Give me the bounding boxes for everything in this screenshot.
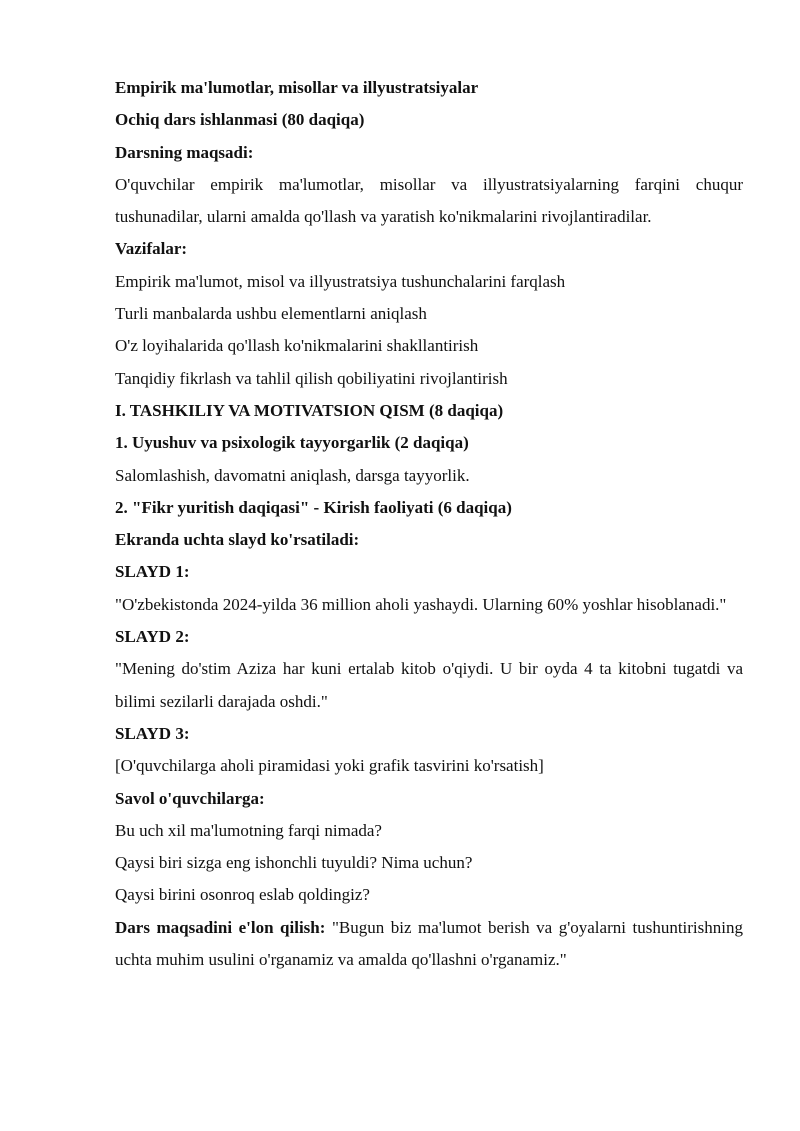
task-item: Turli manbalarda ushbu elementlarni aniqlash (115, 304, 427, 324)
document-subtitle: Ochiq dars ishlanmasi (80 daqiqa) (115, 110, 365, 130)
question-heading: Savol o'quvchilarga: (115, 788, 265, 808)
slide3-text: [O'quvchilarga aholi piramidasi yoki grafik tasvirini ko'rsatish] (115, 756, 544, 776)
slide2-heading: SLAYD 2: (115, 627, 190, 647)
slide2-text: "Mening do'stim Aziza har kuni ertalab kitob o'qiydi. U bir oyda 4 ta kitobni tugatdi va bilimi sezilarli darajada oshdi." (115, 659, 743, 711)
slide3-heading: SLAYD 3: (115, 723, 190, 743)
document-page (115, 72, 743, 976)
task-item: Empirik ma'lumot, misol va illyustratsiya tushunchalarini farqlash (115, 271, 566, 291)
announce-label: Dars maqsadini e'lon qilish: (115, 917, 326, 937)
screen-heading: Ekranda uchta slayd ko'rsatiladi: (115, 530, 360, 550)
part1-heading: 1. Uyushuv va psixologik tayyorgarlik (2 daqiqa) (115, 433, 469, 453)
goal-text: O'quvchilar empirik ma'lumotlar, misollar va illyustratsiyalarning farqini chuqur tushunadilar, ularni amalda qo'llash va yaratish ko'nikmalarini rivojlantiradilar. (115, 174, 743, 227)
part1-text: Salomlashish, davomatni aniqlash, darsga tayyorlik. (115, 465, 470, 485)
announce-text: "Bugun biz ma'lumot berish va g'oyalarni tushuntirishning uchta muhim usulini o'rganamiz va amalda qo'llashni o'rganamiz." (115, 917, 743, 970)
document-title: Empirik ma'lumotlar, misollar va illyustratsiyalar (115, 78, 479, 97)
slide1-heading: SLAYD 1: (115, 562, 190, 582)
section1-heading: I. TASHKILIY VA MOTIVATSION QISM (8 daqiqa) (115, 400, 504, 420)
announce-paragraph (115, 912, 743, 977)
part2-heading: 2. "Fikr yuritish daqiqasi" - Kirish faoliyati (6 daqiqa) (115, 497, 512, 517)
question-item: Bu uch xil ma'lumotning farqi nimada? (115, 820, 382, 840)
task-item: O'z loyihalarida qo'llash ko'nikmalarini shakllantirish (115, 336, 479, 356)
question-item: Qaysi biri sizga eng ishonchli tuyuldi? Nima uchun? (115, 853, 473, 873)
tasks-heading: Vazifalar: (115, 239, 188, 259)
question-item: Qaysi birini osonroq eslab qoldingiz? (115, 885, 370, 905)
task-item: Tanqidiy fikrlash va tahlil qilish qobiliyatini rivojlantirish (115, 368, 508, 388)
slide1-text: "O'zbekistonda 2024-yilda 36 million aholi yashaydi. Ularning 60% yoshlar hisoblanadi." (115, 594, 727, 614)
goal-heading: Darsning maqsadi: (115, 142, 254, 162)
